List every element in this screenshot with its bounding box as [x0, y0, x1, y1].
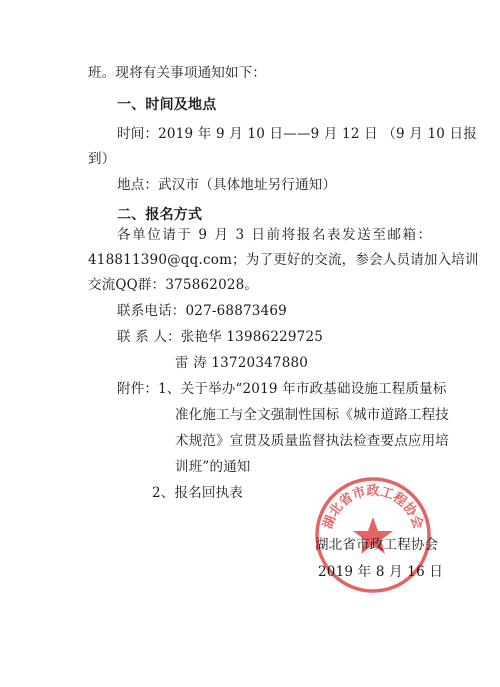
time-line: 时间：2019 年 9 月 10 日——9 月 12 日 （9 月 10 日报	[117, 126, 477, 142]
time-continuation: 到）	[88, 151, 116, 167]
contact-person-2: 雷 涛 13720347880	[175, 355, 309, 371]
registration-para-2: 418811390@qq.com；为了更好的交流，参会人员请加入培训	[88, 252, 479, 268]
registration-para-1: 各单位请于 9 月 3 日前将报名表发送至邮箱：	[117, 227, 433, 243]
registration-para-3: 交流QQ群：375862028。	[88, 277, 259, 293]
attachment-1-line-4: 训班”的通知	[175, 459, 251, 475]
attachment-1-line-3: 术规范》宣贯及质量监督执法检查要点应用培	[175, 433, 449, 449]
section1-heading: 一、时间及地点	[117, 97, 217, 113]
intro-tail: 班。现将有关事项通知如下：	[88, 65, 267, 81]
attachment-1-line-2: 准化施工与全文强制性国标《城市道路工程技	[175, 407, 449, 423]
signature-org: 湖北省市政工程协会	[315, 537, 439, 553]
section2-heading: 二、报名方式	[117, 207, 203, 223]
attachment-1-line-1: 附件：1、关于举办“2019 年市政基础设施工程质量标	[117, 381, 447, 397]
signature-date: 2019 年 8 月 16 日	[318, 564, 444, 580]
place-line: 地点：武汉市（具体地址另行通知）	[117, 177, 337, 193]
attachment-2: 2、报名回执表	[152, 485, 243, 501]
contact-phone: 联系电话：027-68873469	[117, 303, 287, 319]
contact-person-1: 联 系 人：张艳华 13986229725	[117, 329, 324, 345]
seal-text: 湖北省市政工程协会	[320, 484, 426, 531]
